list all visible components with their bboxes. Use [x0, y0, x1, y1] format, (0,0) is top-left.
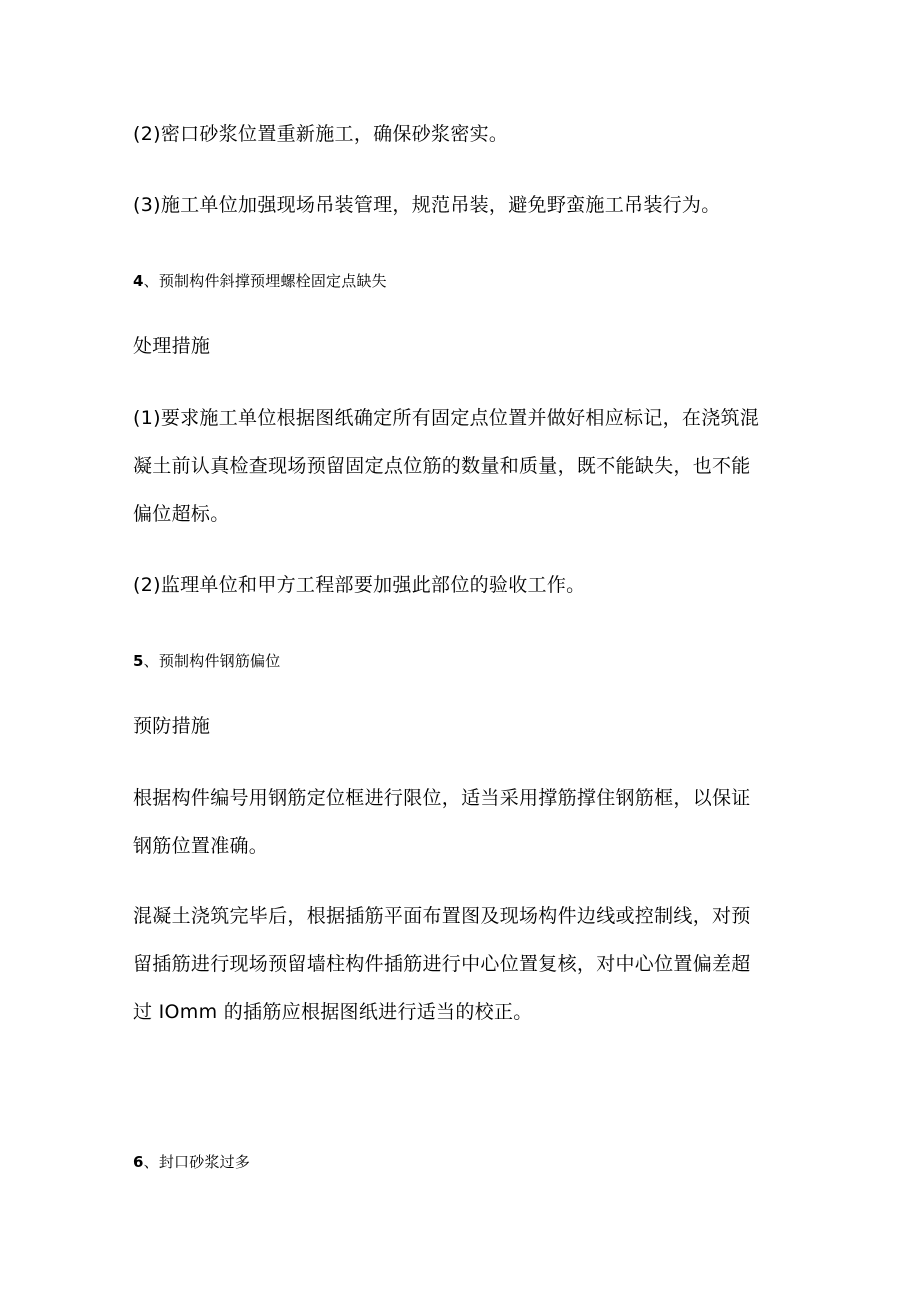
heading-text: 、封口砂浆过多	[143, 1153, 251, 1171]
text-line: (1)要求施工单位根据图纸确定所有固定点位置并做好相应标记，在浇筑混	[133, 407, 760, 429]
text-line: 偏位超标。	[133, 503, 230, 525]
paragraph-lifting-management	[133, 181, 793, 229]
text-line: 钢筋位置准确。	[133, 835, 269, 857]
text-line: (2)监理单位和甲方工程部要加强此部位的验收工作。	[133, 574, 586, 596]
text-line: 预防措施	[133, 715, 211, 737]
paragraph-supervision	[133, 561, 793, 609]
heading-text: 、预制构件斜撑预埋螺栓固定点缺失	[143, 272, 387, 290]
paragraph-prevention-label	[133, 702, 793, 750]
heading-text: 、预制构件钢筋偏位	[143, 652, 281, 670]
paragraph-fixing-points	[133, 394, 793, 538]
text-line: 凝土前认真检查现场预留固定点位筋的数量和质量，既不能缺失，也不能	[133, 455, 751, 477]
paragraph-treatment-label	[133, 322, 793, 370]
paragraph-positioning-frame	[133, 774, 793, 870]
heading-section-5	[133, 649, 280, 673]
text-line: (3)施工单位加强现场吊装管理，规范吊装，避免野蛮施工吊装行为。	[133, 194, 721, 216]
paragraph-rebar-check	[133, 892, 793, 1036]
heading-number: 6	[133, 1153, 144, 1171]
heading-number: 4	[133, 272, 144, 290]
text-line: 根据构件编号用钢筋定位框进行限位，适当采用撑筋撑住钢筋框，以保证	[133, 787, 751, 809]
text-line: 过 IOmm 的插筋应根据图纸进行适当的校正。	[133, 1001, 533, 1023]
paragraph-mortar-rework	[133, 110, 793, 158]
heading-section-6	[133, 1150, 250, 1174]
text-line: 混凝土浇筑完毕后，根据插筋平面布置图及现场构件边线或控制线，对预	[133, 905, 751, 927]
text-line: (2)密口砂浆位置重新施工，确保砂浆密实。	[133, 123, 509, 145]
text-line: 留插筋进行现场预留墙柱构件插筋进行中心位置复核，对中心位置偏差超	[133, 953, 751, 975]
text-line: 处理措施	[133, 335, 211, 357]
heading-number: 5	[133, 652, 144, 670]
heading-section-4	[133, 269, 387, 293]
